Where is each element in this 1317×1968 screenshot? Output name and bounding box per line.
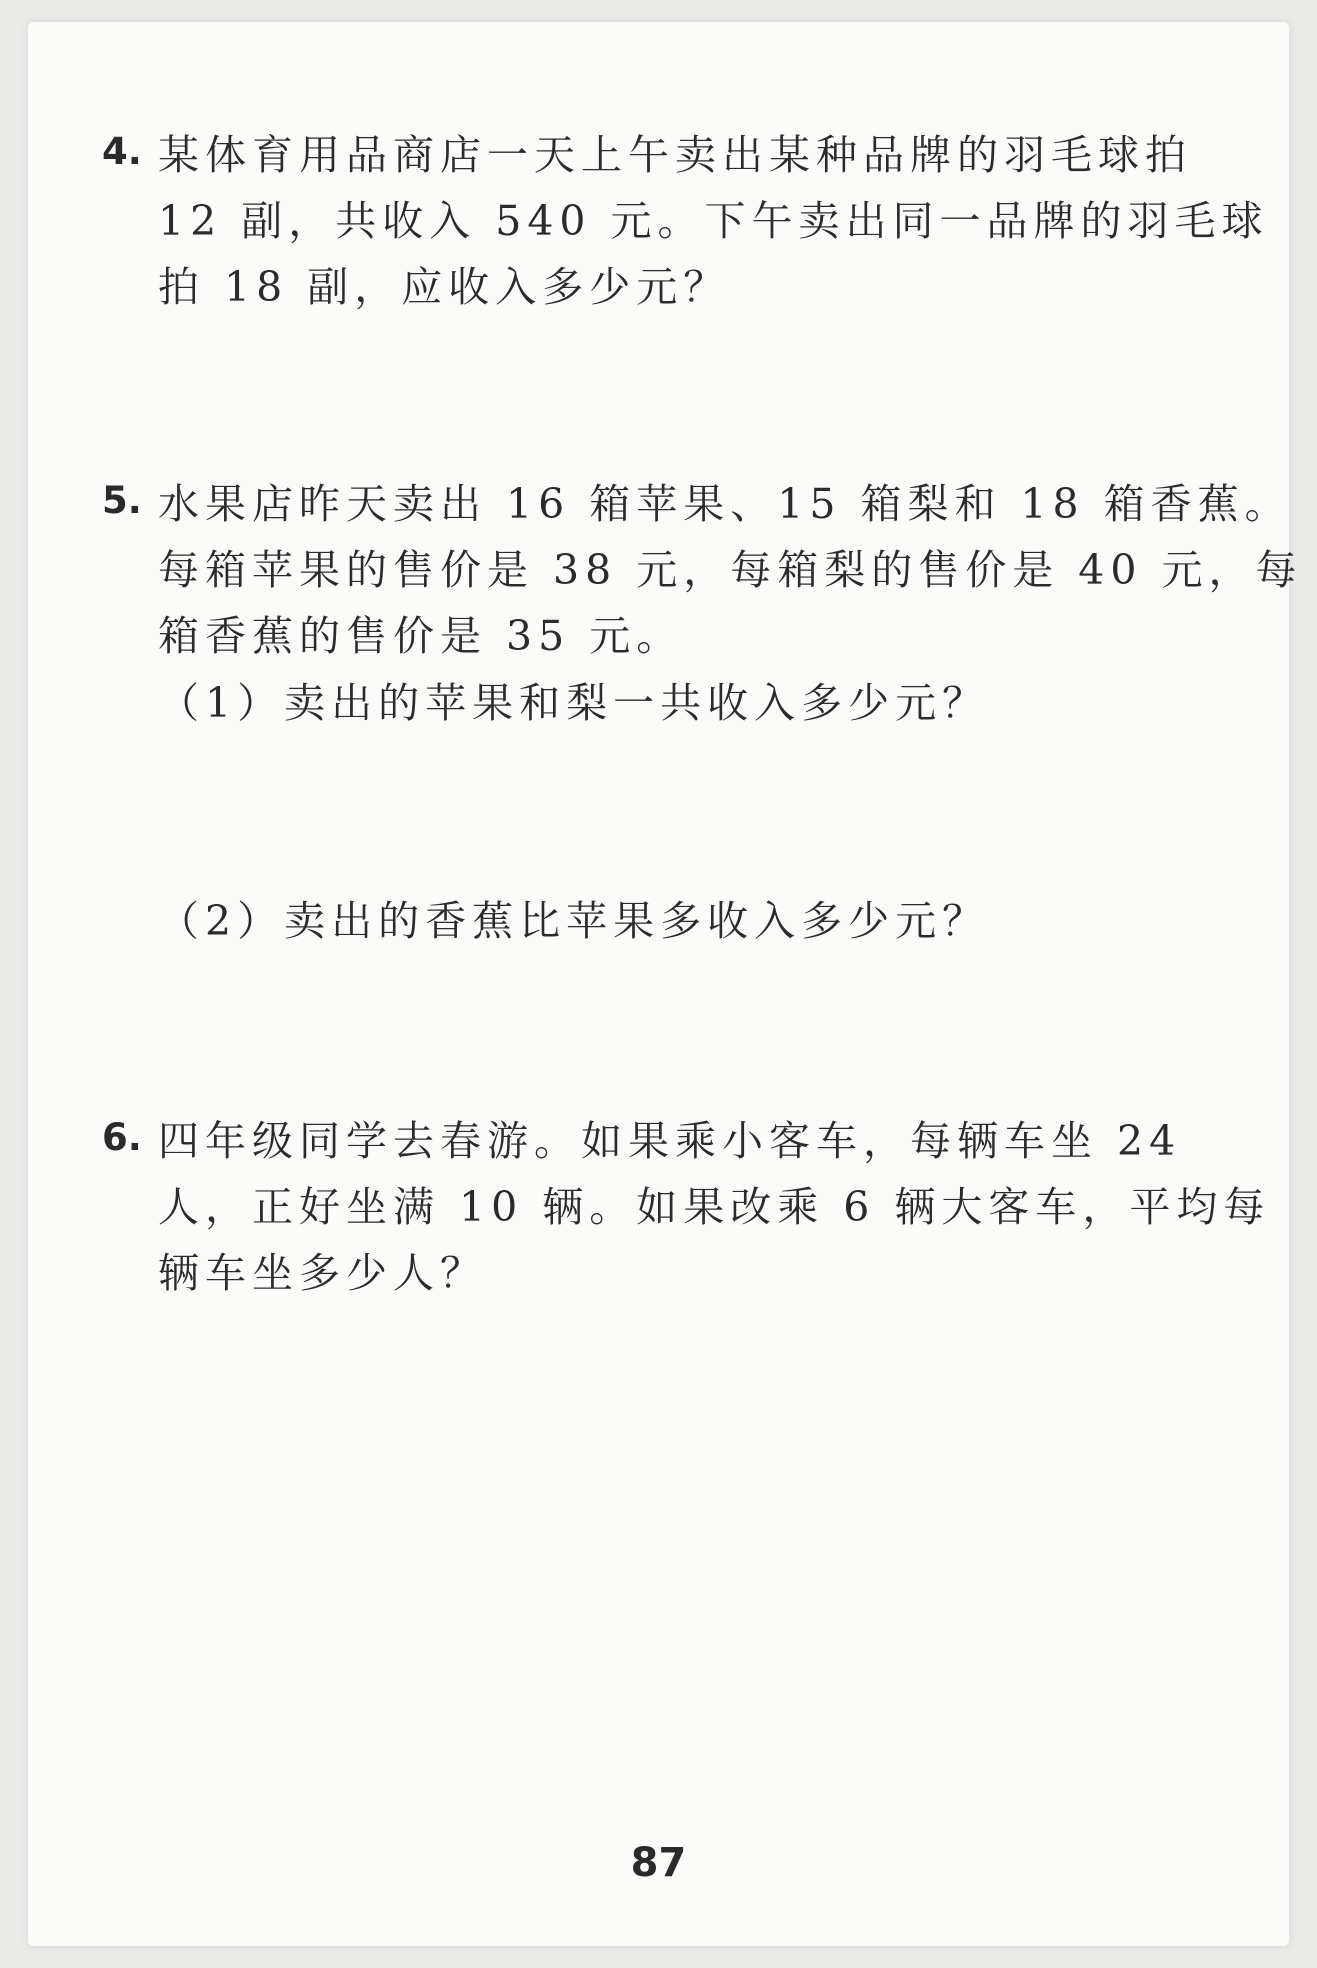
problem-text-line: 水果店昨天卖出 16 箱苹果、15 箱梨和 18 箱香蕉。 [158, 480, 1292, 528]
problem-text-line: 某体育用品商店一天上午卖出某种品牌的羽毛球拍 [158, 131, 1192, 179]
problem-text-line: 拍 18 副，应收入多少元？ [158, 263, 731, 311]
problem-text-line: 辆车坐多少人？ [158, 1249, 487, 1297]
problem-text-line: 四年级同学去春游。如果乘小客车，每辆车坐 24 [158, 1117, 1182, 1165]
problem-number: 5. [102, 479, 142, 522]
page-number: 87 [630, 1840, 687, 1886]
problem-text-line: 人，正好坐满 10 辆。如果改乘 6 辆大客车，平均每 [158, 1183, 1271, 1231]
problem-text-line: 12 副，共收入 540 元。下午卖出同一品牌的羽毛球 [158, 197, 1269, 245]
problem-number: 6. [102, 1116, 142, 1159]
sub-question-2: （2）卖出的香蕉比苹果多收入多少元？ [158, 897, 990, 945]
problem-text-line: 箱香蕉的售价是 35 元。 [158, 612, 684, 660]
problem-text-line: 每箱苹果的售价是 38 元，每箱梨的售价是 40 元，每 [158, 546, 1303, 594]
workbook-page [28, 22, 1303, 1946]
sub-question-1: （1）卖出的苹果和梨一共收入多少元？ [158, 679, 990, 727]
problem-number: 4. [102, 130, 142, 173]
